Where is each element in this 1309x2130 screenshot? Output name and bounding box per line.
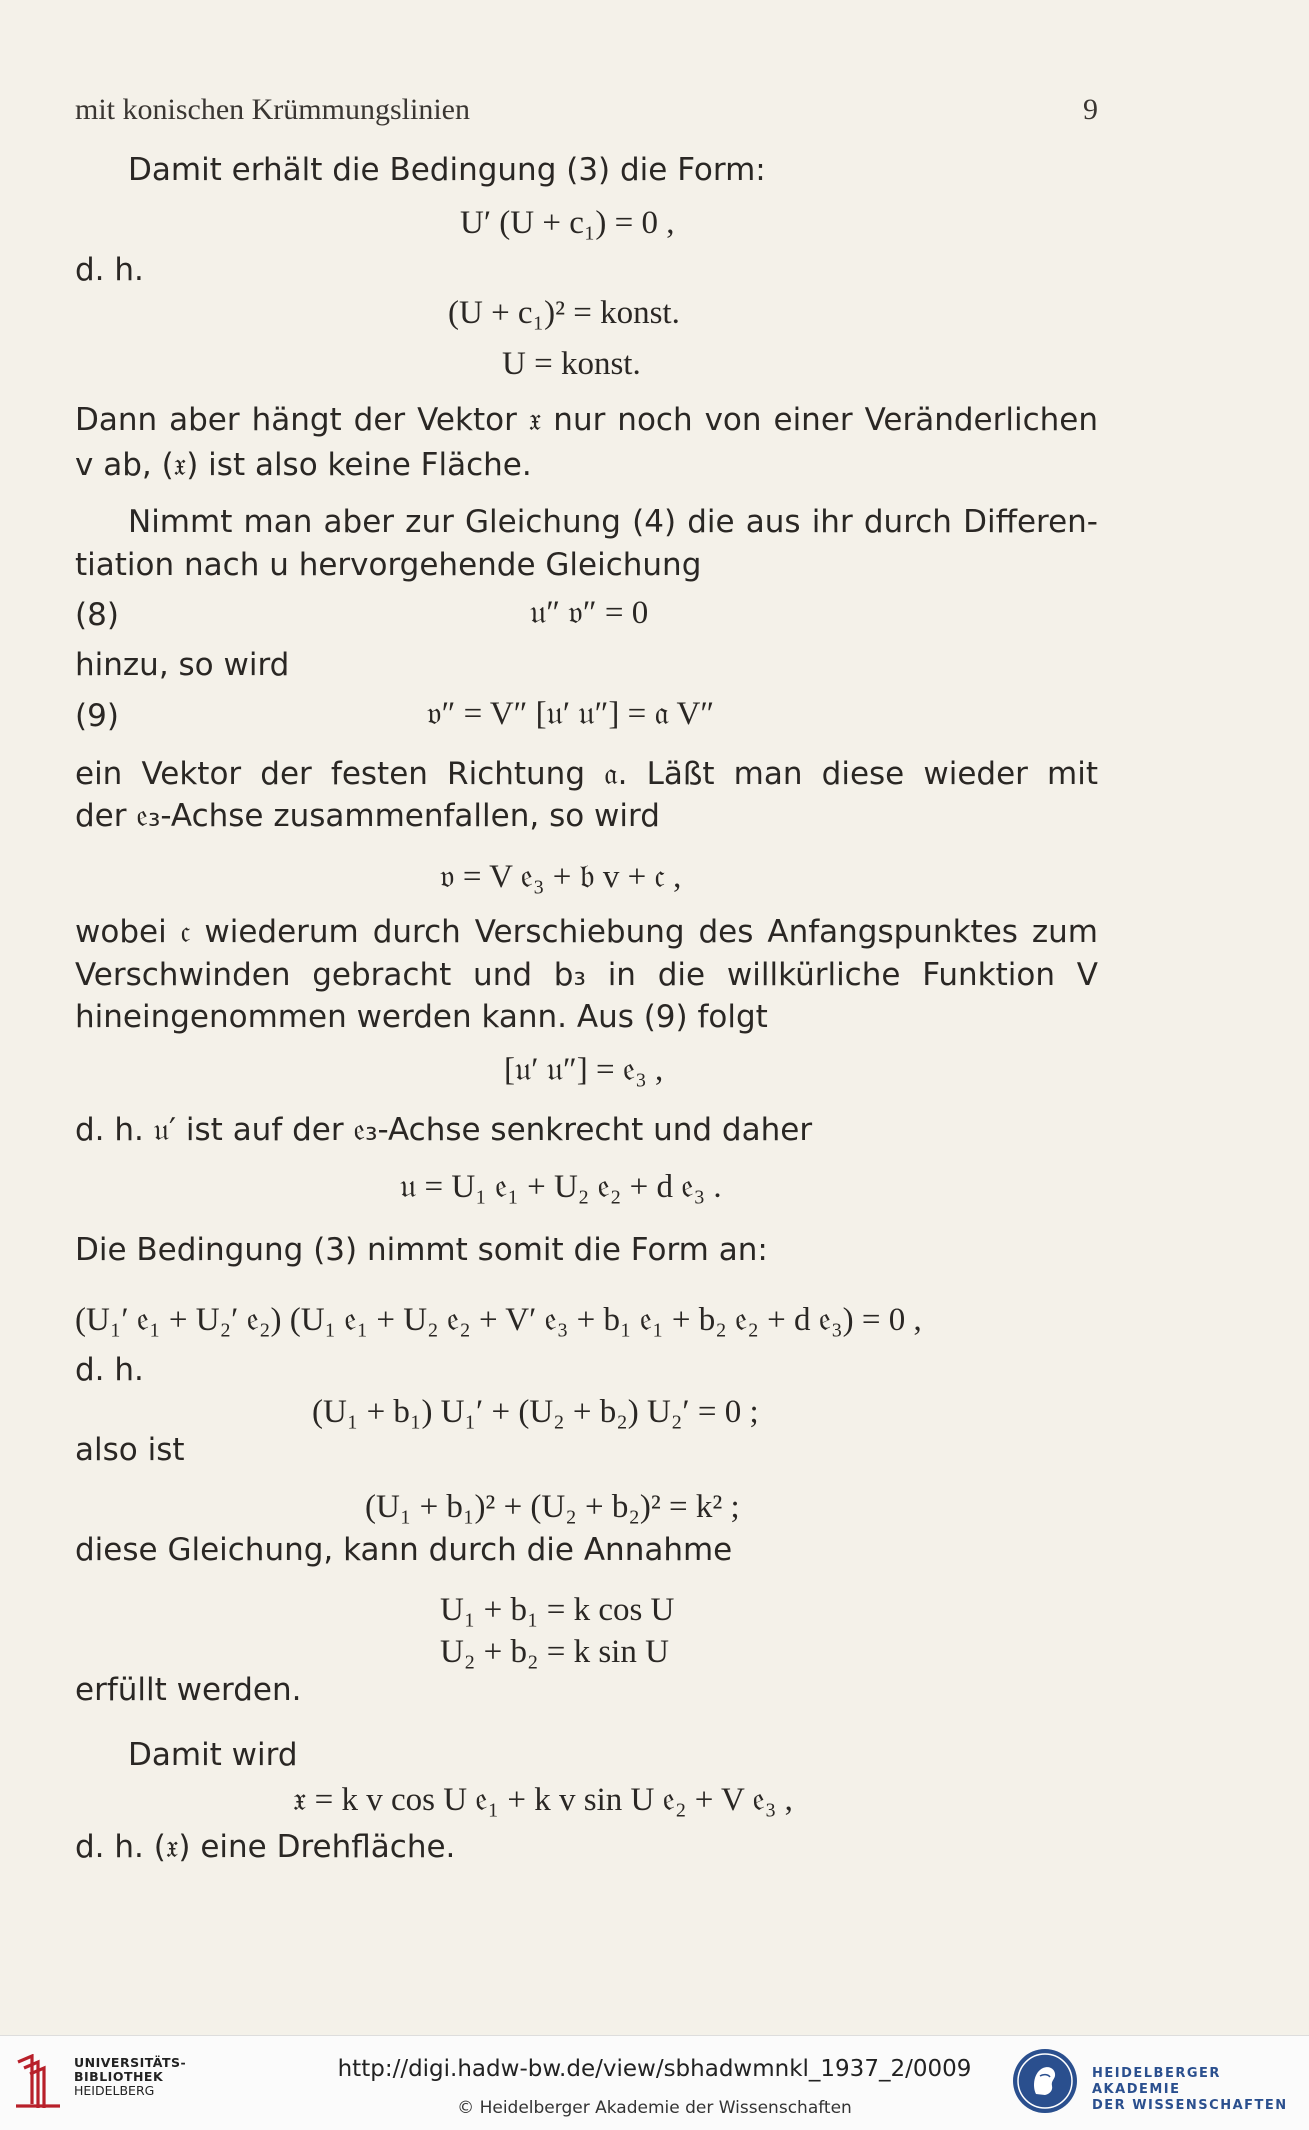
text-line: d. h.: [75, 252, 144, 288]
text-line: Verschwinden gebracht und b₃ in die willkürliche Funktion V: [75, 957, 1098, 993]
equation: [𝔲′ 𝔲″] = 𝔢₃ ,: [504, 1052, 664, 1088]
text-line: Die Bedingung (3) nimmt somit die Form an:: [75, 1232, 768, 1268]
equation: U₂ + b₂ = k sin U: [440, 1634, 669, 1670]
academy-name: HEIDELBERGER AKADEMIE DER WISSENSCHAFTEN: [1092, 2066, 1288, 2113]
text-line: hinzu, so wird: [75, 647, 290, 683]
equation-number: (8): [75, 597, 119, 633]
equation: 𝔳 = V 𝔢₃ + 𝔟 v + 𝔠 ,: [440, 859, 682, 895]
equation: 𝔳″ = V″ [𝔲′ 𝔲″] = 𝔞 V″: [427, 696, 715, 732]
equation-number: (9): [75, 698, 119, 734]
source-url-link[interactable]: http://digi.hadw-bw.de/view/sbhadwmnkl_1937_2/0009: [337, 2056, 972, 2082]
equation: 𝔲 = U₁ 𝔢₁ + U₂ 𝔢₂ + d 𝔢₃ .: [400, 1169, 722, 1205]
text-line: tiation nach u hervorgehende Gleichung: [75, 547, 702, 583]
equation: (U₁ + b₁)² + (U₂ + b₂)² = k² ;: [365, 1489, 740, 1525]
text-line: Dann aber hängt der Vektor 𝔵 nur noch von einer Veränderlichen: [75, 402, 1098, 438]
text-line: d. h. (𝔵) eine Drehfläche.: [75, 1829, 456, 1865]
equation: (U₁ + b₁) U₁′ + (U₂ + b₂) U₂′ = 0 ;: [312, 1394, 759, 1430]
text-line: wobei 𝔠 wiederum durch Verschiebung des Anfangspunktes zum: [75, 914, 1098, 950]
equation: U₁ + b₁ = k cos U: [440, 1592, 675, 1628]
text-line: Damit wird: [128, 1737, 298, 1773]
text-line: ein Vektor der festen Richtung 𝔞. Läßt man diese wieder mit: [75, 756, 1098, 792]
equation: 𝔲″ 𝔳″ = 0: [530, 595, 649, 631]
text-line: d. h.: [75, 1352, 144, 1388]
equation: U = konst.: [502, 346, 641, 382]
equation: (U + c₁)² = konst.: [448, 295, 680, 331]
university-library-name: UNIVERSITÄTS- BIBLIOTHEK HEIDELBERG: [74, 2055, 187, 2098]
text-line: diese Gleichung, kann durch die Annahme: [75, 1532, 733, 1568]
page-number: 9: [1083, 93, 1098, 126]
copyright-notice: © Heidelberger Akademie der Wissenschaften: [457, 2098, 852, 2118]
footer-bar: [0, 2035, 1309, 2130]
text-line: Damit erhält die Bedingung (3) die Form:: [128, 152, 766, 188]
equation: (U₁′ 𝔢₁ + U₂′ 𝔢₂) (U₁ 𝔢₁ + U₂ 𝔢₂ + V′ 𝔢₃ + b₁ 𝔢₁ + b₂ 𝔢₂ + d 𝔢₃) = 0 ,: [75, 1302, 922, 1338]
text-line: hineingenommen werden kann. Aus (9) folgt: [75, 999, 768, 1035]
text-line: Nimmt man aber zur Gleichung (4) die aus ihr durch Differen-: [128, 504, 1098, 540]
text-line: v ab, (𝔵) ist also keine Fläche.: [75, 447, 532, 483]
running-title: mit konischen Krümmungslinien: [75, 93, 470, 126]
equation: U′ (U + c₁) = 0 ,: [460, 205, 675, 241]
text-line: erfüllt werden.: [75, 1672, 302, 1708]
equation: 𝔵 = k v cos U 𝔢₁ + k v sin U 𝔢₂ + V 𝔢₃ ,: [293, 1782, 793, 1818]
text-line: d. h. 𝔲′ ist auf der 𝔢₃-Achse senkrecht und daher: [75, 1112, 813, 1148]
academy-seal-icon: [1010, 2046, 1080, 2116]
text-line: der 𝔢₃-Achse zusammenfallen, so wird: [75, 798, 660, 834]
text-line: also ist: [75, 1432, 185, 1468]
